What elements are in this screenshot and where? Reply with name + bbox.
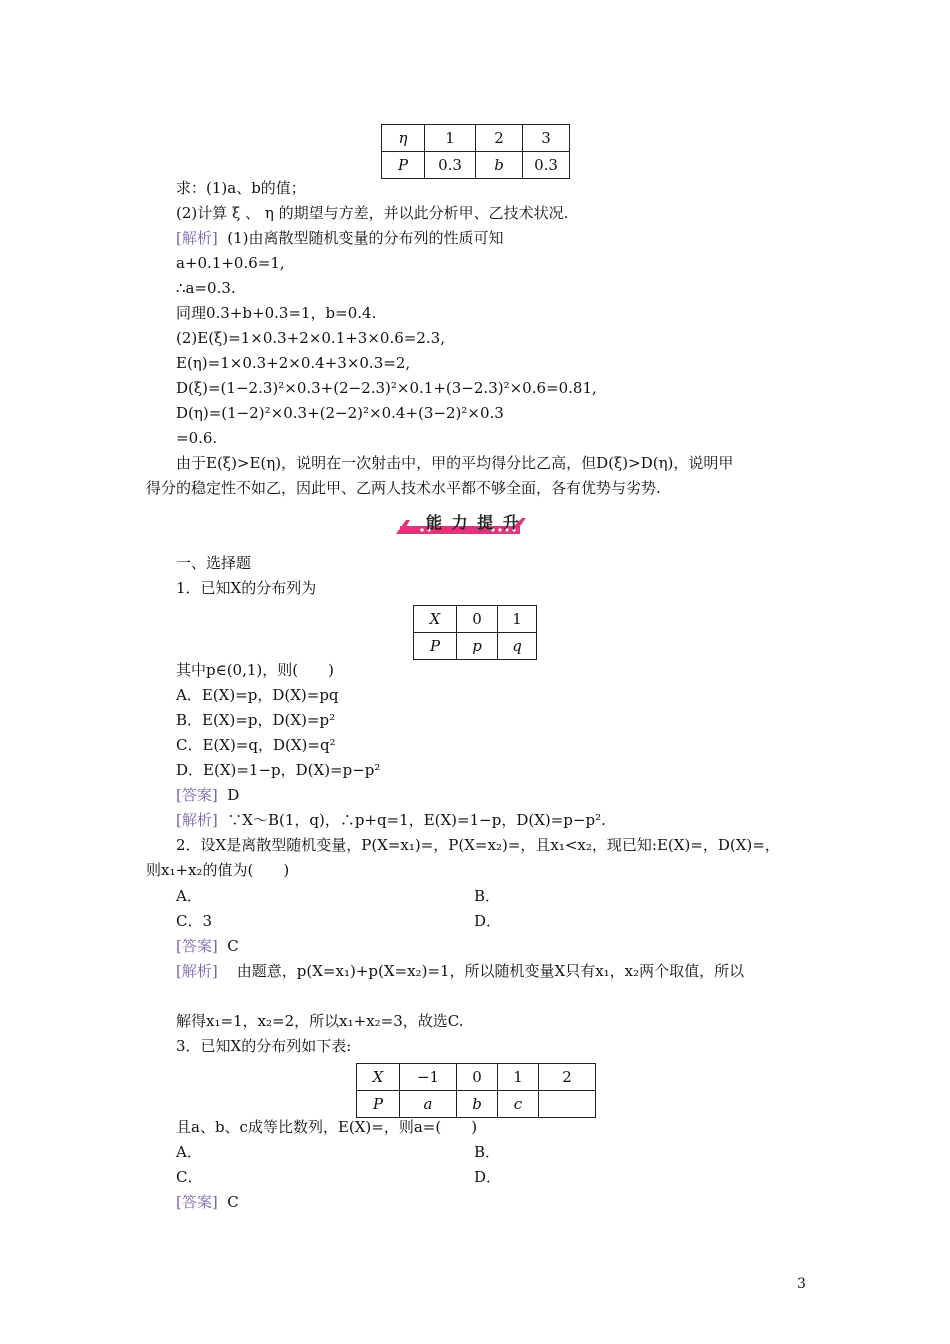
table-cell: a bbox=[400, 1091, 457, 1118]
table-cell: P bbox=[414, 633, 457, 660]
table-cell: η bbox=[382, 125, 425, 152]
option-d: D． bbox=[474, 912, 502, 930]
question-stem: 则x₁+x₂的值为( ) bbox=[146, 861, 290, 879]
question-condition: 且a、b、c成等比数列，E(X)=，则a=( ) bbox=[176, 1118, 478, 1136]
analysis-line bbox=[176, 228, 504, 248]
analysis-tag: [解析] bbox=[176, 811, 218, 829]
question-line: (2)计算 ξ 、 η 的期望与方差，并以此分析甲、乙技术状况. bbox=[176, 204, 569, 222]
table-cell: 0.3 bbox=[523, 152, 570, 179]
q3-distribution-table bbox=[356, 1063, 596, 1118]
q1-distribution-table bbox=[413, 605, 537, 660]
table-cell: X bbox=[414, 606, 457, 633]
table-row bbox=[414, 606, 537, 633]
answer-value: C bbox=[227, 937, 239, 955]
banner-title: 能 力 提 升 bbox=[426, 513, 521, 532]
analysis-text: ∵X～B(1，q)，∴p+q=1，E(X)=1−p，D(X)=p−p². bbox=[227, 811, 606, 829]
table-cell: c bbox=[498, 1091, 539, 1118]
option-a: A． bbox=[176, 887, 202, 905]
analysis-line bbox=[176, 810, 606, 830]
solution-line: D(η)=(1−2)²×0.3+(2−2)²×0.4+(3−2)²×0.3 bbox=[176, 404, 504, 422]
table-cell: b bbox=[457, 1091, 498, 1118]
solution-line: D(ξ)=(1−2.3)²×0.3+(2−2.3)²×0.1+(3−2.3)²×0.6=0.81, bbox=[176, 379, 597, 397]
table-cell: P bbox=[382, 152, 425, 179]
answer-tag: [答案] bbox=[176, 786, 218, 804]
result-line: 解得x₁=1，x₂=2，所以x₁+x₂=3，故选C. bbox=[176, 1012, 464, 1030]
table-cell: 2 bbox=[476, 125, 523, 152]
option-b: B． bbox=[474, 887, 501, 905]
page-number: 3 bbox=[797, 1276, 806, 1292]
table-cell: 1 bbox=[498, 606, 537, 633]
eta-distribution-table bbox=[381, 124, 570, 179]
solution-line: ∴a=0.3. bbox=[176, 279, 236, 297]
answer-line bbox=[176, 936, 239, 956]
table-cell: 0.3 bbox=[425, 152, 476, 179]
option-b: B．E(X)=p，D(X)=p² bbox=[176, 711, 336, 729]
table-cell: 0 bbox=[457, 1064, 498, 1091]
table-row bbox=[382, 125, 570, 152]
option-a: A．E(X)=p，D(X)=pq bbox=[176, 686, 339, 704]
option-c: C．E(X)=q，D(X)=q² bbox=[176, 736, 336, 754]
solution-line: 同理0.3+b+0.3=1，b=0.4. bbox=[176, 304, 377, 322]
table-cell: p bbox=[457, 633, 498, 660]
question-line: 求：(1)a、b的值； bbox=[176, 179, 306, 197]
answer-line bbox=[176, 1192, 239, 1212]
answer-tag: [答案] bbox=[176, 937, 218, 955]
analysis-text: 由题意，p(X=x₁)+p(X=x₂)=1，所以随机变量X只有x₁，x₂两个取值，所以 bbox=[236, 962, 745, 980]
table-cell: −1 bbox=[400, 1064, 457, 1091]
section-banner bbox=[392, 510, 532, 536]
table-row bbox=[414, 633, 537, 660]
option-b: B． bbox=[474, 1143, 501, 1161]
table-cell: X bbox=[357, 1064, 400, 1091]
answer-line bbox=[176, 785, 239, 805]
question-stem: 2．设X是离散型随机变量，P(X=x₁)=，P(X=x₂)=，且x₁<x₂，现已知:E(X)=，D(X)=， bbox=[176, 836, 780, 854]
answer-value: C bbox=[227, 1193, 239, 1211]
table-row bbox=[357, 1064, 596, 1091]
analysis-line bbox=[176, 961, 744, 981]
table-cell: 1 bbox=[425, 125, 476, 152]
question-stem: 1．已知X的分布列为 bbox=[176, 579, 317, 597]
solution-line: a+0.1+0.6=1, bbox=[176, 254, 285, 272]
solution-line: (2)E(ξ)=1×0.3+2×0.1+3×0.6=2.3, bbox=[176, 329, 445, 347]
option-a: A． bbox=[176, 1143, 202, 1161]
question-stem: 3．已知X的分布列如下表: bbox=[176, 1037, 352, 1055]
analysis-text: (1)由离散型随机变量的分布列的性质可知 bbox=[227, 229, 504, 247]
section-heading: 一、选择题 bbox=[176, 554, 252, 572]
option-c: C．3 bbox=[176, 912, 213, 930]
table-cell: 0 bbox=[457, 606, 498, 633]
analysis-tag: [解析] bbox=[176, 962, 218, 980]
question-condition: 其中p∈(0,1)，则( ) bbox=[176, 661, 334, 679]
answer-value: D bbox=[227, 786, 240, 804]
table-cell: P bbox=[357, 1091, 400, 1118]
table-cell: b bbox=[476, 152, 523, 179]
solution-line: =0.6. bbox=[176, 429, 218, 447]
analysis-tag: [解析] bbox=[176, 229, 218, 247]
table-cell: 3 bbox=[523, 125, 570, 152]
table-cell: 2 bbox=[539, 1064, 596, 1091]
table-cell: 1 bbox=[498, 1064, 539, 1091]
table-cell: q bbox=[498, 633, 537, 660]
table-cell bbox=[539, 1091, 596, 1118]
table-row bbox=[357, 1091, 596, 1118]
solution-line: E(η)=1×0.3+2×0.4+3×0.3=2, bbox=[176, 354, 411, 372]
conclusion-line: 由于E(ξ)>E(η)，说明在一次射击中，甲的平均得分比乙高，但D(ξ)>D(η)，说明甲 bbox=[176, 454, 734, 472]
option-d: D．E(X)=1−p，D(X)=p−p² bbox=[176, 761, 381, 779]
option-c: C． bbox=[176, 1168, 203, 1186]
conclusion-line: 得分的稳定性不如乙，因此甲、乙两人技术水平都不够全面，各有优势与劣势. bbox=[146, 479, 661, 497]
table-row bbox=[382, 152, 570, 179]
option-d: D． bbox=[474, 1168, 502, 1186]
answer-tag: [答案] bbox=[176, 1193, 218, 1211]
